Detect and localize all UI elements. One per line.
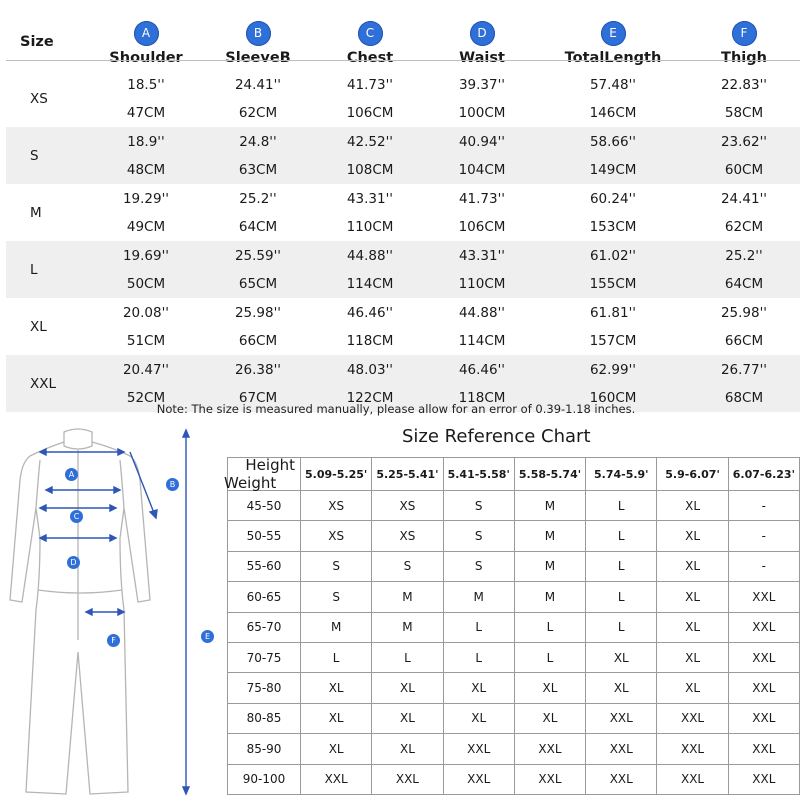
measurement-cell	[426, 184, 538, 241]
cm-value: 155CM	[589, 275, 637, 292]
measurement-cell	[90, 70, 202, 127]
recommended-size-cell: XL	[657, 521, 728, 551]
reference-row	[228, 491, 800, 521]
recommended-size-cell: XL	[657, 673, 728, 703]
size-label: S	[6, 127, 90, 184]
recommended-size-cell: XL	[657, 642, 728, 672]
column-label: SleeveB	[225, 50, 291, 66]
recommended-size-cell: M	[301, 612, 372, 642]
recommended-size-cell: L	[586, 612, 657, 642]
cm-value: 58CM	[724, 104, 764, 121]
recommended-size-cell: S	[443, 551, 514, 581]
inch-value: 43.31''	[458, 247, 506, 264]
weight-range: 55-60	[228, 551, 301, 581]
inch-value: 57.48''	[589, 76, 637, 93]
cm-value: 63CM	[238, 161, 278, 178]
inch-value: 26.38''	[234, 361, 282, 378]
recommended-size-cell: XXL	[443, 734, 514, 764]
cm-value: 50CM	[126, 275, 166, 292]
inch-value: 44.88''	[458, 304, 506, 321]
inch-value: 25.98''	[234, 304, 282, 321]
height-range-header: 5.09-5.25'	[301, 458, 372, 491]
reference-row	[228, 764, 800, 794]
measurement-cell	[202, 241, 314, 298]
cm-value: 110CM	[346, 218, 394, 235]
inch-value: 48.03''	[346, 361, 394, 378]
recommended-size-cell: L	[301, 642, 372, 672]
recommended-size-cell: XL	[443, 673, 514, 703]
recommended-size-cell: XXL	[657, 734, 728, 764]
inch-value: 23.62''	[720, 133, 768, 150]
marker-b-icon: B	[166, 478, 179, 491]
measurement-note: Note: The size is measured manually, please allow for an error of 0.39-1.18 inches.	[156, 402, 636, 416]
recommended-size-cell: M	[372, 612, 443, 642]
recommended-size-cell: XL	[657, 582, 728, 612]
measurement-cell	[90, 298, 202, 355]
measurement-cell	[202, 298, 314, 355]
cm-value: 106CM	[346, 104, 394, 121]
inch-value: 58.66''	[589, 133, 637, 150]
reference-header-row	[228, 458, 800, 491]
inch-value: 42.52''	[346, 133, 394, 150]
recommended-size-cell: XXL	[657, 764, 728, 794]
cm-value: 64CM	[238, 218, 278, 235]
header-divider	[6, 60, 800, 61]
measurement-cell	[688, 184, 800, 241]
inch-value: 46.46''	[458, 361, 506, 378]
measurement-cell	[688, 298, 800, 355]
badge-c-icon: C	[358, 21, 383, 46]
recommended-size-cell: XXL	[514, 734, 585, 764]
inch-value: 39.37''	[458, 76, 506, 93]
inch-value: 18.9''	[127, 133, 165, 150]
recommended-size-cell: XXL	[728, 612, 799, 642]
recommended-size-cell: XXL	[586, 703, 657, 733]
inch-value: 18.5''	[127, 76, 165, 93]
recommended-size-cell: -	[728, 521, 799, 551]
recommended-size-cell: S	[301, 551, 372, 581]
inch-value: 61.02''	[589, 247, 637, 264]
inch-value: 25.59''	[234, 247, 282, 264]
size-row	[6, 127, 800, 184]
recommended-size-cell: XS	[372, 491, 443, 521]
recommended-size-cell: XXL	[728, 673, 799, 703]
recommended-size-cell: M	[514, 491, 585, 521]
reference-chart-title: Size Reference Chart	[402, 426, 591, 447]
inch-value: 24.8''	[239, 133, 277, 150]
measurement-cell	[426, 298, 538, 355]
weight-range: 80-85	[228, 703, 301, 733]
size-measurement-table	[6, 4, 800, 412]
inch-value: 22.83''	[720, 76, 768, 93]
cm-value: 160CM	[589, 389, 637, 406]
inch-value: 19.69''	[122, 247, 170, 264]
recommended-size-cell: -	[728, 551, 799, 581]
cm-value: 60CM	[724, 161, 764, 178]
recommended-size-cell: XL	[372, 673, 443, 703]
inch-value: 62.99''	[589, 361, 637, 378]
cm-value: 68CM	[724, 389, 764, 406]
size-label: XS	[6, 70, 90, 127]
height-range-header: 5.25-5.41'	[372, 458, 443, 491]
measurement-cell	[202, 127, 314, 184]
recommended-size-cell: S	[372, 551, 443, 581]
cm-value: 106CM	[458, 218, 506, 235]
recommended-size-cell: XL	[514, 673, 585, 703]
measurement-cell	[202, 184, 314, 241]
cm-value: 104CM	[458, 161, 506, 178]
cm-value: 153CM	[589, 218, 637, 235]
inch-value: 26.77''	[720, 361, 768, 378]
reference-row	[228, 582, 800, 612]
recommended-size-cell: M	[514, 521, 585, 551]
cm-value: 122CM	[346, 389, 394, 406]
recommended-size-cell: M	[372, 582, 443, 612]
measurement-cell	[538, 184, 688, 241]
recommended-size-cell: -	[728, 491, 799, 521]
recommended-size-cell: L	[514, 642, 585, 672]
recommended-size-cell: M	[443, 582, 514, 612]
jumpsuit-outline-icon	[0, 420, 225, 800]
cm-value: 64CM	[724, 275, 764, 292]
cm-value: 62CM	[724, 218, 764, 235]
marker-e-icon: E	[201, 630, 214, 643]
recommended-size-cell: XXL	[728, 703, 799, 733]
recommended-size-cell: XL	[372, 734, 443, 764]
recommended-size-cell: XL	[586, 642, 657, 672]
measurement-cell	[426, 127, 538, 184]
weight-range: 60-65	[228, 582, 301, 612]
cm-value: 114CM	[458, 332, 506, 349]
jumpsuit-diagram	[0, 420, 225, 800]
reference-row	[228, 521, 800, 551]
cm-value: 48CM	[126, 161, 166, 178]
size-label: M	[6, 184, 90, 241]
recommended-size-cell: XL	[514, 703, 585, 733]
inch-value: 41.73''	[346, 76, 394, 93]
weight-range: 90-100	[228, 764, 301, 794]
inch-value: 61.81''	[589, 304, 637, 321]
recommended-size-cell: L	[586, 521, 657, 551]
recommended-size-cell: L	[443, 642, 514, 672]
measurement-cell	[538, 241, 688, 298]
cm-value: 118CM	[346, 332, 394, 349]
reference-row	[228, 551, 800, 581]
reference-row	[228, 642, 800, 672]
inch-value: 41.73''	[458, 190, 506, 207]
cm-value: 108CM	[346, 161, 394, 178]
badge-f-icon: F	[732, 21, 757, 46]
weight-range: 75-80	[228, 673, 301, 703]
height-range-header: 6.07-6.23'	[728, 458, 799, 491]
inch-value: 44.88''	[346, 247, 394, 264]
recommended-size-cell: L	[586, 491, 657, 521]
badge-e-icon: E	[601, 21, 626, 46]
recommended-size-cell: L	[586, 551, 657, 581]
recommended-size-cell: S	[443, 521, 514, 551]
size-row	[6, 184, 800, 241]
measurement-cell	[90, 127, 202, 184]
cm-value: 67CM	[238, 389, 278, 406]
height-range-header: 5.41-5.58'	[443, 458, 514, 491]
height-range-header: 5.9-6.07'	[657, 458, 728, 491]
inch-value: 60.24''	[589, 190, 637, 207]
reference-row	[228, 703, 800, 733]
inch-value: 24.41''	[234, 76, 282, 93]
size-row	[6, 241, 800, 298]
recommended-size-cell: XL	[443, 703, 514, 733]
column-label: Shoulder	[109, 50, 183, 66]
height-label: Height	[245, 456, 295, 474]
recommended-size-cell: XXL	[443, 764, 514, 794]
reference-row	[228, 734, 800, 764]
recommended-size-cell: XL	[657, 612, 728, 642]
cm-value: 65CM	[238, 275, 278, 292]
measurement-cell	[688, 70, 800, 127]
inch-value: 24.41''	[720, 190, 768, 207]
recommended-size-cell: XL	[301, 673, 372, 703]
size-label: XL	[6, 298, 90, 355]
weight-range: 50-55	[228, 521, 301, 551]
inch-value: 20.47''	[122, 361, 170, 378]
marker-a-icon: A	[65, 468, 78, 481]
inch-value: 20.08''	[122, 304, 170, 321]
recommended-size-cell: XL	[657, 491, 728, 521]
size-column-header: Size	[20, 34, 54, 50]
badge-d-icon: D	[470, 21, 495, 46]
inch-value: 25.98''	[720, 304, 768, 321]
cm-value: 66CM	[238, 332, 278, 349]
inch-value: 40.94''	[458, 133, 506, 150]
cm-value: 118CM	[458, 389, 506, 406]
recommended-size-cell: XS	[301, 491, 372, 521]
recommended-size-cell: L	[443, 612, 514, 642]
cm-value: 149CM	[589, 161, 637, 178]
size-label: L	[6, 241, 90, 298]
size-table-body	[6, 70, 800, 412]
cm-value: 51CM	[126, 332, 166, 349]
inch-value: 25.2''	[239, 190, 277, 207]
recommended-size-cell: XXL	[514, 764, 585, 794]
measurement-cell	[314, 241, 426, 298]
recommended-size-cell: XL	[301, 703, 372, 733]
marker-c-icon: C	[70, 510, 83, 523]
recommended-size-cell: M	[514, 551, 585, 581]
recommended-size-cell: XXL	[657, 703, 728, 733]
recommended-size-cell: S	[443, 491, 514, 521]
cm-value: 157CM	[589, 332, 637, 349]
marker-f-icon: F	[107, 634, 120, 647]
recommended-size-cell: L	[586, 582, 657, 612]
recommended-size-cell: XXL	[372, 764, 443, 794]
badge-b-icon: B	[246, 21, 271, 46]
measurement-cell	[688, 127, 800, 184]
cm-value: 52CM	[126, 389, 166, 406]
height-range-header: 5.74-5.9'	[586, 458, 657, 491]
measurement-cell	[538, 70, 688, 127]
measurement-cell	[90, 184, 202, 241]
measurement-cell	[90, 241, 202, 298]
size-row	[6, 298, 800, 355]
column-label: Chest	[346, 50, 394, 66]
measurement-cell	[426, 70, 538, 127]
cm-value: 47CM	[126, 104, 166, 121]
measurement-cell	[538, 127, 688, 184]
column-label: TotalLength	[564, 50, 662, 66]
height-range-header: 5.58-5.74'	[514, 458, 585, 491]
measurement-cell	[314, 298, 426, 355]
weight-label: Weight	[224, 474, 277, 492]
column-label: Waist	[459, 50, 505, 66]
cm-value: 66CM	[724, 332, 764, 349]
cm-value: 110CM	[458, 275, 506, 292]
recommended-size-cell: XXL	[586, 764, 657, 794]
recommended-size-cell: XXL	[728, 582, 799, 612]
measurement-cell	[426, 241, 538, 298]
inch-value: 46.46''	[346, 304, 394, 321]
measurement-cell	[314, 184, 426, 241]
measurement-cell	[538, 298, 688, 355]
inch-value: 43.31''	[346, 190, 394, 207]
recommended-size-cell: XXL	[728, 642, 799, 672]
recommended-size-cell: XS	[372, 521, 443, 551]
recommended-size-cell: XS	[301, 521, 372, 551]
reference-row	[228, 673, 800, 703]
cm-value: 62CM	[238, 104, 278, 121]
recommended-size-cell: XXL	[728, 764, 799, 794]
recommended-size-cell: XXL	[728, 734, 799, 764]
corner-header	[224, 456, 301, 492]
weight-range: 70-75	[228, 642, 301, 672]
marker-d-icon: D	[67, 556, 80, 569]
recommended-size-cell: L	[372, 642, 443, 672]
size-reference-table	[224, 456, 800, 795]
weight-range: 85-90	[228, 734, 301, 764]
inch-value: 25.2''	[725, 247, 763, 264]
cm-value: 146CM	[589, 104, 637, 121]
recommended-size-cell: XXL	[301, 764, 372, 794]
recommended-size-cell: M	[514, 582, 585, 612]
recommended-size-cell: XL	[301, 734, 372, 764]
inch-value: 19.29''	[122, 190, 170, 207]
recommended-size-cell: XXL	[586, 734, 657, 764]
reference-table-body	[228, 491, 800, 795]
measurement-cell	[314, 70, 426, 127]
recommended-size-cell: XL	[657, 551, 728, 581]
cm-value: 114CM	[346, 275, 394, 292]
recommended-size-cell: XL	[372, 703, 443, 733]
weight-range: 65-70	[228, 612, 301, 642]
reference-row	[228, 612, 800, 642]
size-label: XXL	[6, 355, 90, 412]
recommended-size-cell: S	[301, 582, 372, 612]
measurement-cell	[202, 70, 314, 127]
measurement-cell	[314, 127, 426, 184]
cm-value: 49CM	[126, 218, 166, 235]
weight-range: 45-50	[228, 491, 301, 521]
measurement-cell	[688, 241, 800, 298]
recommended-size-cell: XL	[586, 673, 657, 703]
size-row	[6, 70, 800, 127]
badge-a-icon: A	[134, 21, 159, 46]
recommended-size-cell: L	[514, 612, 585, 642]
cm-value: 100CM	[458, 104, 506, 121]
column-label: Thigh	[721, 50, 767, 66]
